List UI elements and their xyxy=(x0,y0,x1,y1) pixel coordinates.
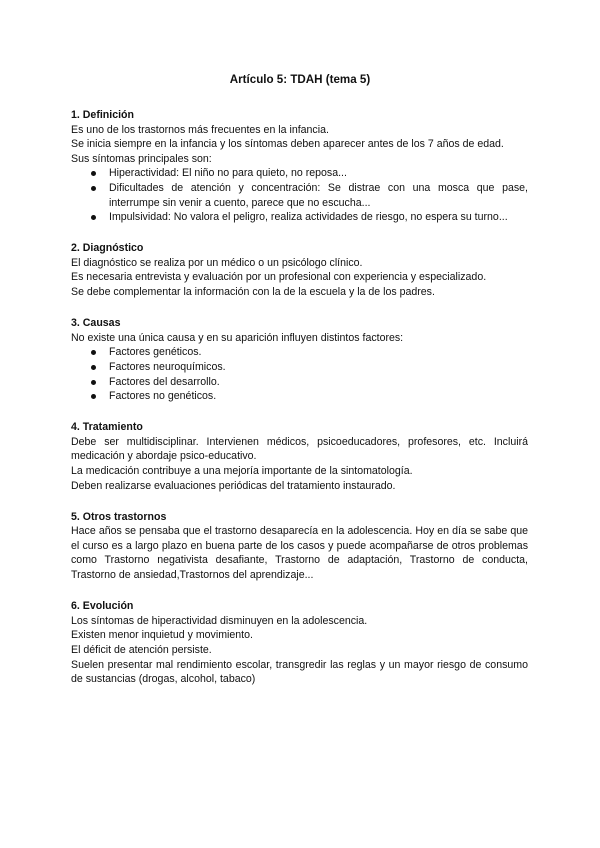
list-item: Impulsividad: No valora el peligro, realiza actividades de riesgo, no espera su turno... xyxy=(88,210,528,225)
paragraph: Debe ser multidisciplinar. Intervienen médicos, psicoeducadores, profesores, etc. Incluirá medicación y abordaje psico-educativo. xyxy=(71,435,528,463)
paragraph: Suelen presentar mal rendimiento escolar, transgredir las reglas y un mayor riesgo de consumo de sustancias (drogas, alcohol, tabaco) xyxy=(71,658,528,686)
list-item: Factores no genéticos. xyxy=(88,389,528,404)
paragraph: Se inicia siempre en la infancia y los síntomas deben aparecer antes de los 7 años de edad. xyxy=(71,138,504,151)
paragraph: El diagnóstico se realiza por un médico o un psicólogo clínico. xyxy=(71,256,363,269)
section-heading: 3. Causas xyxy=(71,317,121,330)
paragraph: Existen menor inquietud y movimiento. xyxy=(71,629,253,642)
section-heading: 6. Evolución xyxy=(71,600,134,613)
section-otros-trastornos xyxy=(71,510,528,583)
paragraph: Sus síntomas principales son: xyxy=(71,152,212,165)
list-item: Factores del desarrollo. xyxy=(88,375,528,390)
paragraph: No existe una única causa y en su aparición influyen distintos factores: xyxy=(71,331,404,344)
section-tratamiento xyxy=(71,420,528,493)
paragraph: Es uno de los trastornos más frecuentes en la infancia. xyxy=(71,123,329,136)
list-item: Dificultades de atención y concentración: Se distrae con una mosca que pase, interrumpe sin venir a cuento, parece que no escucha... xyxy=(88,181,528,210)
section-definicion xyxy=(71,108,528,225)
section-causas xyxy=(71,316,528,404)
section-heading: 1. Definición xyxy=(71,109,134,121)
section-evolucion xyxy=(71,599,528,687)
section-heading: 2. Diagnóstico xyxy=(71,242,144,255)
document-title: Artículo 5: TDAH (tema 5) xyxy=(229,73,371,86)
section-diagnostico xyxy=(71,241,528,299)
document-body xyxy=(71,108,528,703)
paragraph: Hace años se pensaba que el trastorno desaparecía en la adolescencia. Hoy en día se sabe que el curso es a largo plazo en buena parte de los casos y puede acompañarse de otros problemas como Trastorno negativista desafiante, Trastorno de adaptación, Trastorno de conducta, Trastorno de ansiedad,Trastornos del aprendizaje... xyxy=(71,525,528,582)
section-heading: 4. Tratamiento xyxy=(71,421,143,434)
paragraph: Se debe complementar la información con la de la escuela y la de los padres. xyxy=(71,286,435,299)
list-item: Factores neuroquímicos. xyxy=(88,360,528,375)
bullet-list xyxy=(71,345,528,403)
paragraph: Es necesaria entrevista y evaluación por un profesional con experiencia y especializado. xyxy=(71,271,487,284)
list-item: Hiperactividad: El niño no para quieto, no reposa... xyxy=(88,166,528,181)
section-heading: 5. Otros trastornos xyxy=(71,510,167,523)
paragraph: El déficit de atención persiste. xyxy=(71,643,212,656)
bullet-list xyxy=(71,166,528,224)
paragraph: Los síntomas de hiperactividad disminuyen en la adolescencia. xyxy=(71,614,368,627)
list-item: Factores genéticos. xyxy=(88,345,528,360)
paragraph: La medicación contribuye a una mejoría importante de la sintomatología. xyxy=(71,464,413,477)
paragraph: Deben realizarse evaluaciones periódicas del tratamiento instaurado. xyxy=(71,479,396,492)
